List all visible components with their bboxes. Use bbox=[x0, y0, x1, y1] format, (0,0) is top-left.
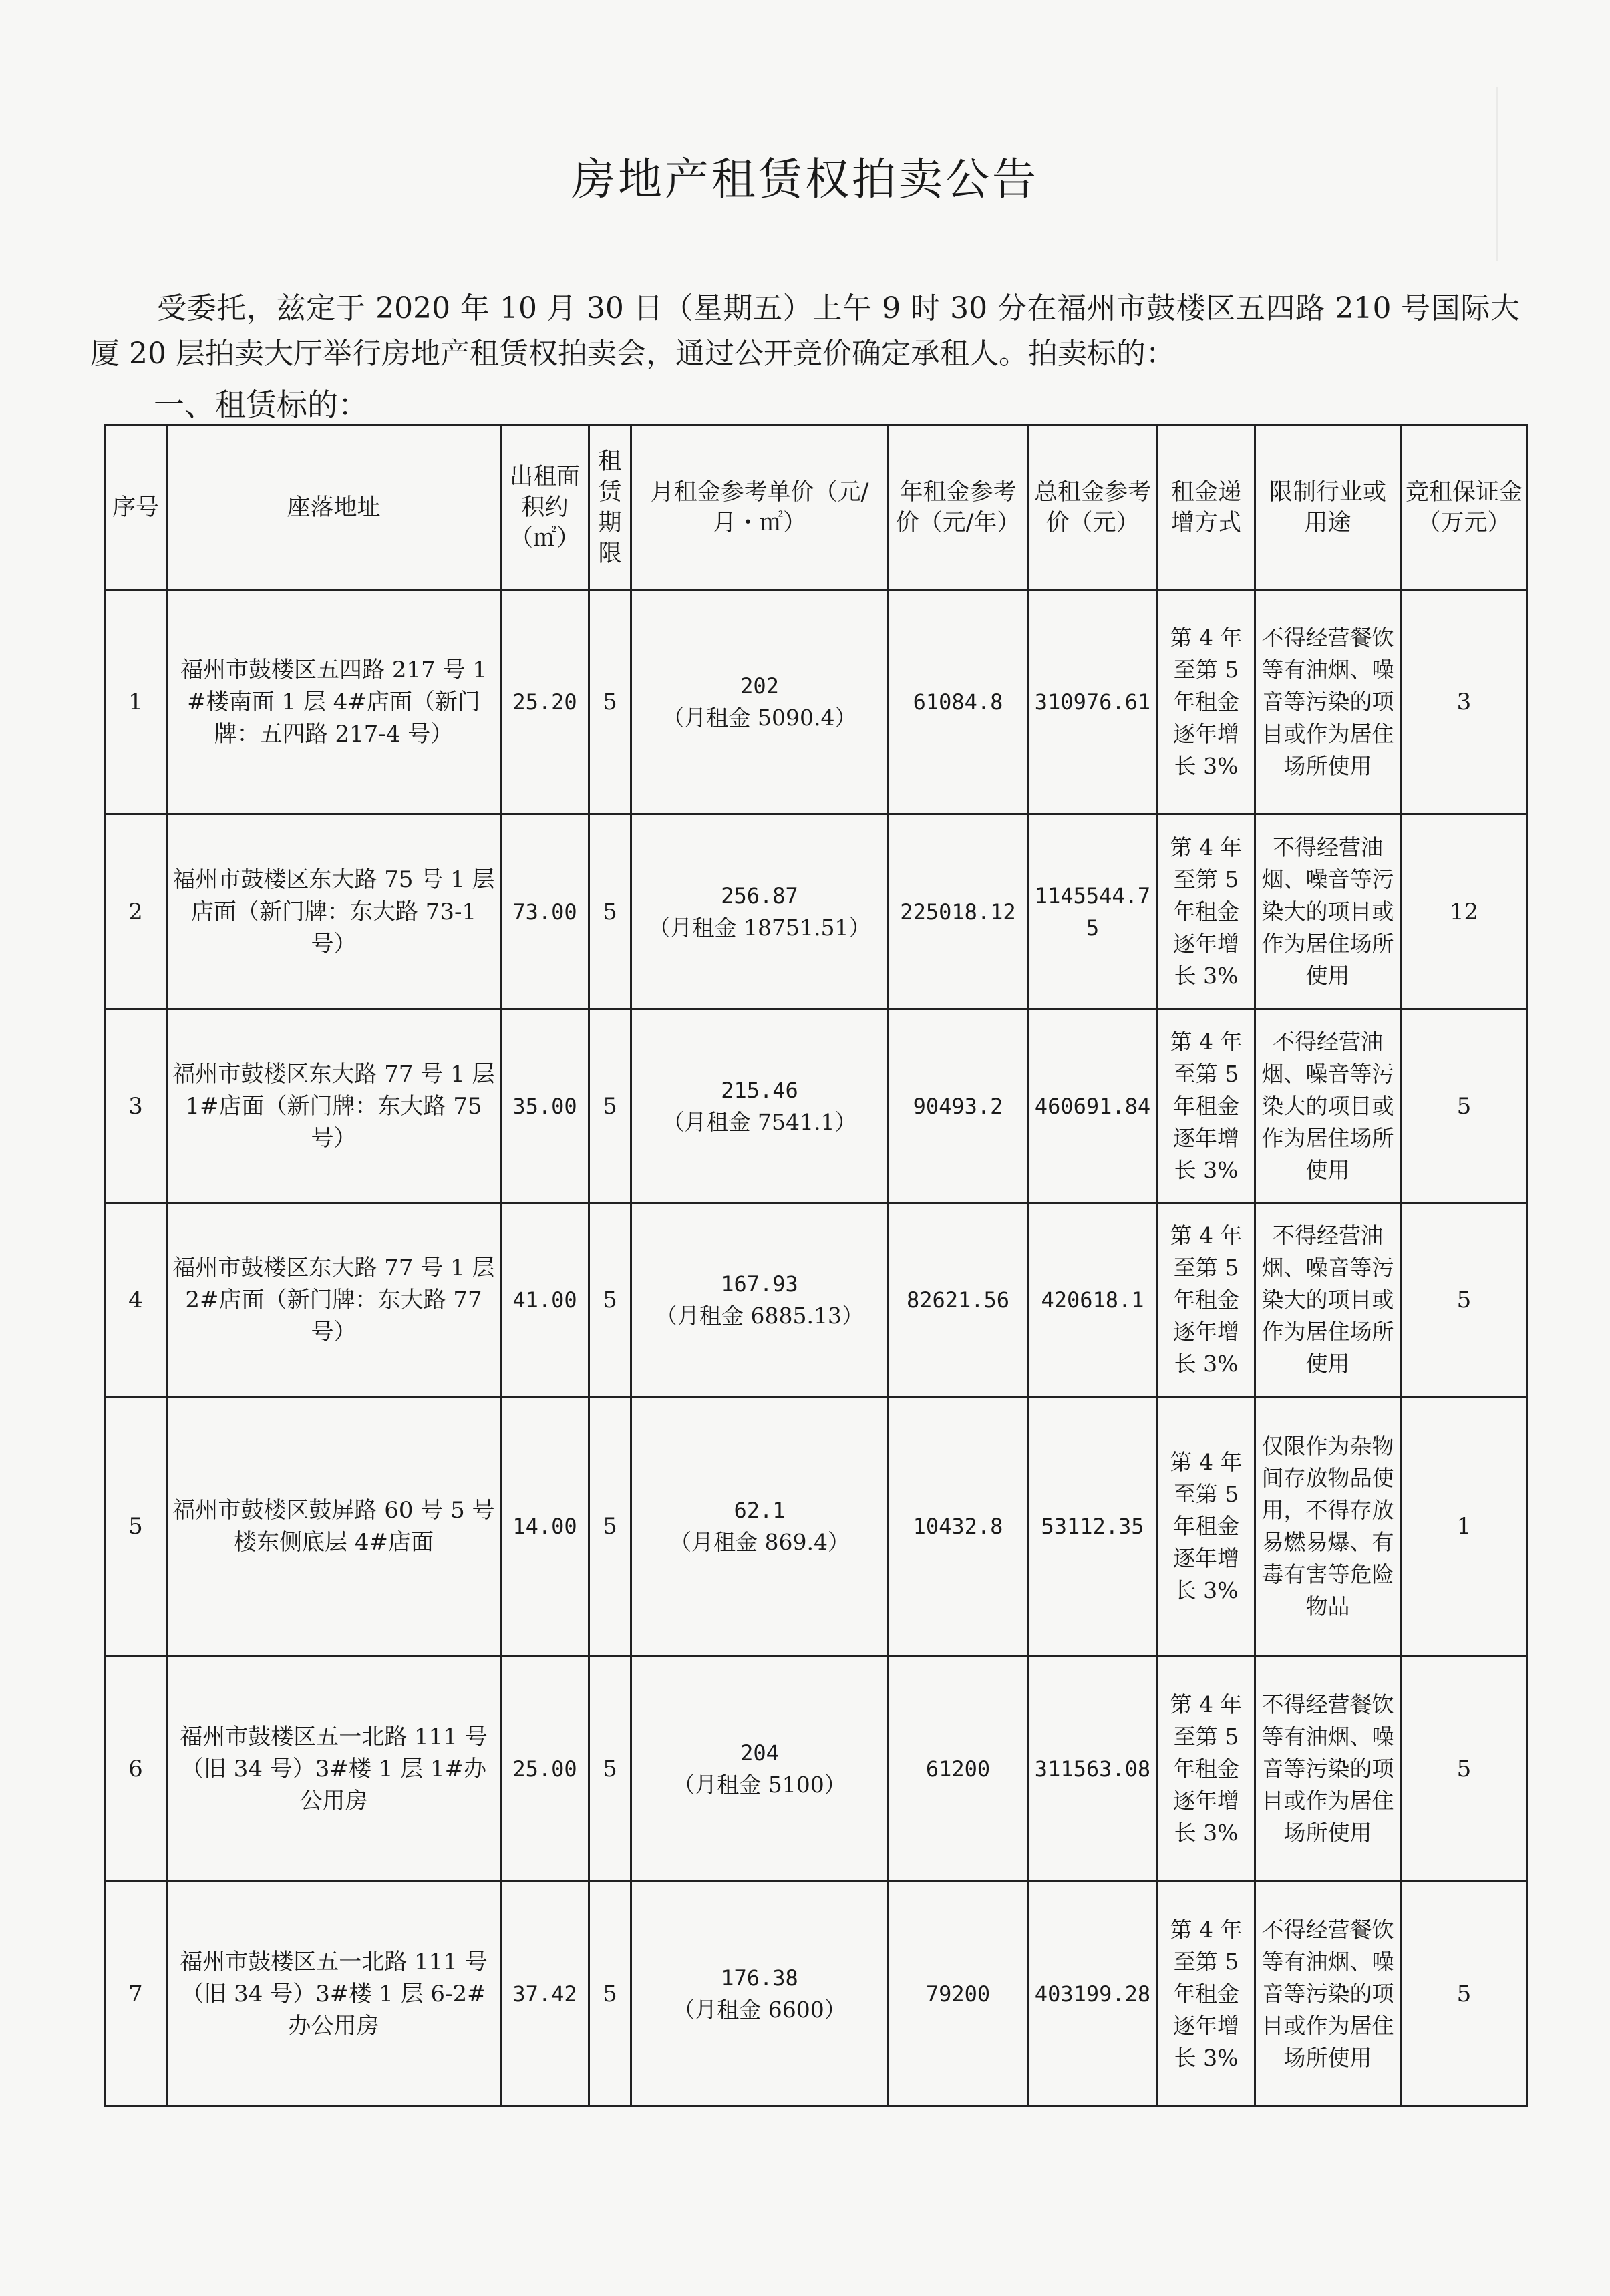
cell-restriction: 不得经营餐饮等有油烟、噪音等污染的项目或作为居住场所使用 bbox=[1255, 590, 1401, 814]
cell-no: 5 bbox=[105, 1397, 167, 1656]
cell-deposit: 5 bbox=[1401, 1882, 1528, 2106]
cell-address: 福州市鼓楼区五一北路 111 号（旧 34 号）3#楼 1 层 6-2#办公用房 bbox=[167, 1882, 501, 2106]
cell-address: 福州市鼓楼区东大路 77 号 1 层 1#店面（新门牌：东大路 75 号） bbox=[167, 1009, 501, 1203]
cell-term: 5 bbox=[589, 814, 631, 1009]
intro-paragraph: 受委托，兹定于 2020 年 10 月 30 日（星期五）上午 9 时 30 分在福州市鼓楼区五四路 210 号国际大厦 20 层拍卖大厅举行房地产租赁权拍卖会，通过公开竞价确定承租人。拍卖标的： bbox=[90, 291, 1520, 371]
unit-price-value: 62.1 bbox=[734, 1497, 786, 1523]
cell-annual: 61200 bbox=[889, 1656, 1028, 1882]
table-row bbox=[105, 1397, 1528, 1656]
cell-deposit: 1 bbox=[1401, 1397, 1528, 1656]
cell-address: 福州市鼓楼区五四路 217 号 1#楼南面 1 层 4#店面（新门牌：五四路 217-4 号） bbox=[167, 590, 501, 814]
header-address: 座落地址 bbox=[167, 426, 501, 590]
cell-restriction: 不得经营油烟、噪音等污染大的项目或作为居住场所使用 bbox=[1255, 1203, 1401, 1397]
monthly-rent: （月租金 18751.51） bbox=[648, 914, 871, 941]
cell-unit-price bbox=[631, 590, 889, 814]
header-unit-price: 月租金参考单价（元/月・㎡） bbox=[631, 426, 889, 590]
cell-increase: 第 4 年至第 5 年租金逐年增长 3% bbox=[1158, 1009, 1255, 1203]
unit-price-value: 215.46 bbox=[721, 1077, 798, 1103]
table-header-row bbox=[105, 426, 1528, 590]
cell-area: 35.00 bbox=[501, 1009, 589, 1203]
lease-table bbox=[104, 424, 1528, 2107]
monthly-rent: （月租金 6885.13） bbox=[655, 1302, 864, 1329]
cell-area: 37.42 bbox=[501, 1882, 589, 2106]
header-increase: 租金递增方式 bbox=[1158, 426, 1255, 590]
cell-area: 25.00 bbox=[501, 1656, 589, 1882]
table-row bbox=[105, 1656, 1528, 1882]
cell-no: 4 bbox=[105, 1203, 167, 1397]
cell-term: 5 bbox=[589, 1882, 631, 2106]
cell-restriction: 不得经营油烟、噪音等污染大的项目或作为居住场所使用 bbox=[1255, 1009, 1401, 1203]
cell-increase: 第 4 年至第 5 年租金逐年增长 3% bbox=[1158, 1397, 1255, 1656]
cell-increase: 第 4 年至第 5 年租金逐年增长 3% bbox=[1158, 1203, 1255, 1397]
monthly-rent: （月租金 5100） bbox=[673, 1771, 846, 1798]
cell-no: 3 bbox=[105, 1009, 167, 1203]
cell-annual: 79200 bbox=[889, 1882, 1028, 2106]
cell-restriction: 仅限作为杂物间存放物品使用，不得存放易燃易爆、有毒有害等危险物品 bbox=[1255, 1397, 1401, 1656]
cell-total: 460691.84 bbox=[1028, 1009, 1158, 1203]
cell-unit-price bbox=[631, 1203, 889, 1397]
table-row bbox=[105, 814, 1528, 1009]
page-title: 房地产租赁权拍卖公告 bbox=[571, 154, 1039, 205]
header-total: 总租金参考价（元） bbox=[1028, 426, 1158, 590]
monthly-rent: （月租金 6600） bbox=[673, 1996, 846, 2023]
cell-total: 310976.61 bbox=[1028, 590, 1158, 814]
unit-price-value: 167.93 bbox=[721, 1271, 798, 1297]
header-deposit: 竞租保证金（万元） bbox=[1401, 426, 1528, 590]
cell-annual: 10432.8 bbox=[889, 1397, 1028, 1656]
cell-increase: 第 4 年至第 5 年租金逐年增长 3% bbox=[1158, 1656, 1255, 1882]
cell-address: 福州市鼓楼区东大路 75 号 1 层店面（新门牌：东大路 73-1 号） bbox=[167, 814, 501, 1009]
cell-area: 25.20 bbox=[501, 590, 589, 814]
header-restriction: 限制行业或用途 bbox=[1255, 426, 1401, 590]
cell-annual: 61084.8 bbox=[889, 590, 1028, 814]
monthly-rent: （月租金 7541.1） bbox=[662, 1108, 857, 1135]
cell-increase: 第 4 年至第 5 年租金逐年增长 3% bbox=[1158, 1882, 1255, 2106]
cell-term: 5 bbox=[589, 1656, 631, 1882]
cell-restriction: 不得经营餐饮等有油烟、噪音等污染的项目或作为居住场所使用 bbox=[1255, 1656, 1401, 1882]
unit-price-value: 204 bbox=[740, 1740, 779, 1766]
unit-price-value: 176.38 bbox=[721, 1965, 798, 1991]
unit-price-value: 202 bbox=[740, 673, 779, 699]
cell-area: 73.00 bbox=[501, 814, 589, 1009]
cell-unit-price bbox=[631, 1397, 889, 1656]
cell-total: 403199.28 bbox=[1028, 1882, 1158, 2106]
cell-increase: 第 4 年至第 5 年租金逐年增长 3% bbox=[1158, 814, 1255, 1009]
table-row bbox=[105, 590, 1528, 814]
table-row bbox=[105, 1203, 1528, 1397]
cell-restriction: 不得经营油烟、噪音等污染大的项目或作为居住场所使用 bbox=[1255, 814, 1401, 1009]
cell-total: 53112.35 bbox=[1028, 1397, 1158, 1656]
header-term: 租赁期限 bbox=[589, 426, 631, 590]
cell-no: 6 bbox=[105, 1656, 167, 1882]
cell-annual: 82621.56 bbox=[889, 1203, 1028, 1397]
cell-term: 5 bbox=[589, 1203, 631, 1397]
cell-no: 2 bbox=[105, 814, 167, 1009]
cell-area: 14.00 bbox=[501, 1397, 589, 1656]
cell-deposit: 5 bbox=[1401, 1656, 1528, 1882]
table-row bbox=[105, 1882, 1528, 2106]
cell-restriction: 不得经营餐饮等有油烟、噪音等污染的项目或作为居住场所使用 bbox=[1255, 1882, 1401, 2106]
cell-unit-price bbox=[631, 1009, 889, 1203]
header-no: 序号 bbox=[105, 426, 167, 590]
cell-area: 41.00 bbox=[501, 1203, 589, 1397]
cell-total: 311563.08 bbox=[1028, 1656, 1158, 1882]
cell-total: 1145544.75 bbox=[1028, 814, 1158, 1009]
cell-no: 1 bbox=[105, 590, 167, 814]
cell-term: 5 bbox=[589, 1397, 631, 1656]
header-area: 出租面积约（㎡） bbox=[501, 426, 589, 590]
cell-address: 福州市鼓楼区东大路 77 号 1 层 2#店面（新门牌：东大路 77 号） bbox=[167, 1203, 501, 1397]
monthly-rent: （月租金 5090.4） bbox=[662, 704, 857, 731]
cell-deposit: 12 bbox=[1401, 814, 1528, 1009]
cell-annual: 90493.2 bbox=[889, 1009, 1028, 1203]
cell-no: 7 bbox=[105, 1882, 167, 2106]
monthly-rent: （月租金 869.4） bbox=[669, 1528, 850, 1555]
cell-address: 福州市鼓楼区鼓屏路 60 号 5 号楼东侧底层 4#店面 bbox=[167, 1397, 501, 1656]
unit-price-value: 256.87 bbox=[721, 882, 798, 909]
cell-deposit: 3 bbox=[1401, 590, 1528, 814]
cell-unit-price bbox=[631, 1656, 889, 1882]
section-heading: 一、租赁标的： bbox=[154, 387, 369, 423]
cell-annual: 225018.12 bbox=[889, 814, 1028, 1009]
table-row bbox=[105, 1009, 1528, 1203]
cell-term: 5 bbox=[589, 590, 631, 814]
cell-increase: 第 4 年至第 5 年租金逐年增长 3% bbox=[1158, 590, 1255, 814]
cell-term: 5 bbox=[589, 1009, 631, 1203]
cell-total: 420618.1 bbox=[1028, 1203, 1158, 1397]
cell-address: 福州市鼓楼区五一北路 111 号（旧 34 号）3#楼 1 层 1#办公用房 bbox=[167, 1656, 501, 1882]
cell-deposit: 5 bbox=[1401, 1203, 1528, 1397]
cell-unit-price bbox=[631, 1882, 889, 2106]
header-annual: 年租金参考价（元/年） bbox=[889, 426, 1028, 590]
cell-deposit: 5 bbox=[1401, 1009, 1528, 1203]
cell-unit-price bbox=[631, 814, 889, 1009]
